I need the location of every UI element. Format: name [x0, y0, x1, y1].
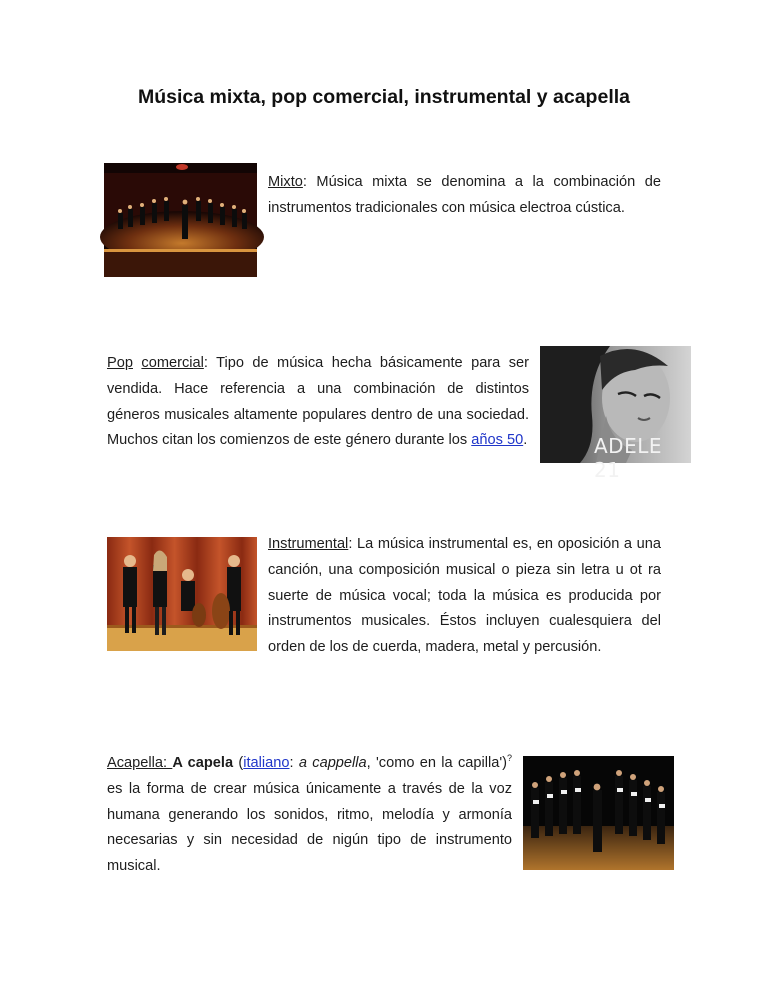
a-capela-bold: A capela — [172, 755, 234, 771]
pop-text: : Tipo de música hecha básicamente para ser vendida. Hace referencia a una combinación de distintos géneros musicales altamente populares dentro de una sociedad. Muchos citan los comienzos de este género durante los — [107, 355, 529, 449]
citation-sup: ? — [506, 753, 512, 764]
choir-photo — [523, 756, 674, 870]
string-quartet-illustration — [107, 537, 257, 651]
comercial-term: comercial — [141, 355, 204, 371]
pop-term: Pop — [107, 355, 133, 371]
mixto-term: Mixto — [268, 174, 303, 190]
pop-end: . — [523, 432, 528, 449]
orchestra-stage-photo — [104, 163, 257, 277]
pop-paragraph — [107, 351, 529, 454]
colon-text: : — [289, 755, 299, 771]
italiano-link[interactable]: italiano — [243, 755, 290, 771]
acapella-text-2: es la forma de crear música únicamente a través de la voz humana generando los sonidos, ritmo, melodía y armonía necesarias y sin necesidad de nigún tipo de instrumento musical. — [107, 780, 512, 875]
a-cappella-italic: a cappella — [298, 755, 367, 771]
instrumental-text: : La música instrumental es, en oposición a una canción, una composición musical o pieza sin letra u ot ra suerte de música vocal; toda la música es producida por instrumentos musicales. Éstos incluyen cualesquiera del orden de los de cuerda, madera, metal y percusión. — [268, 536, 661, 656]
instrumental-paragraph — [268, 532, 661, 661]
acapella-term: Acapella: — [107, 755, 173, 771]
mixto-paragraph — [268, 170, 661, 222]
open-paren: ( — [233, 755, 244, 771]
acapella-paragraph — [107, 751, 512, 880]
acapella-text-1: , 'como en la capilla') — [366, 755, 507, 771]
instrumental-term: Instrumental — [268, 536, 349, 552]
album-caption: ADELE 21 — [594, 434, 662, 482]
page-title: Música mixta, pop comercial, instrumental y acapella — [137, 86, 630, 108]
adele-album-cover — [540, 346, 691, 482]
anos-50-link[interactable]: años 50 — [471, 432, 524, 449]
mixto-text: : Música mixta se denomina a la combinación de instrumentos tradicionales con música electroa cústica. — [268, 174, 661, 216]
